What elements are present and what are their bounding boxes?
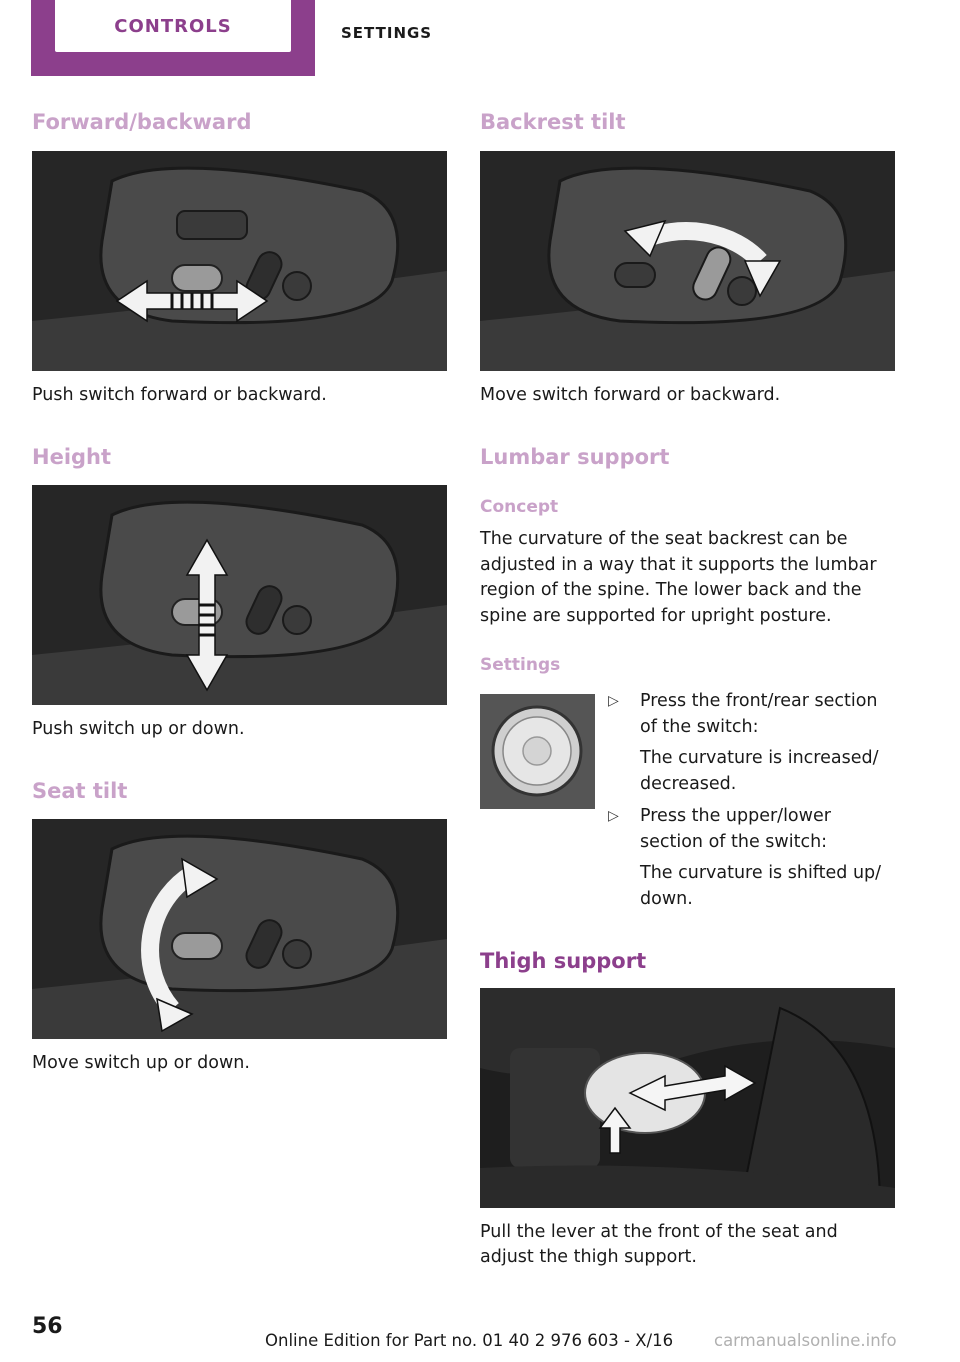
thigh-support-photo [480,988,895,1208]
concept-text: The curvature of the seat backrest can be adjusted in a way that it supports the lumbar region of the spine. The lower back and the spine are supported for upright posture. [480,529,877,626]
seat-switch-height-photo [32,485,447,705]
forward-backward-caption: Push switch forward or backward. [32,385,327,405]
settings-heading: Settings [480,655,561,675]
watermark: carmanualsonline.info [714,1331,897,1350]
bullet-triangle-icon: ▷ [608,808,619,824]
list-item-subtext: The curvature is increased/ decreased. [640,748,879,794]
seat-tilt-caption: Move switch up or down. [32,1053,250,1073]
page-number: 56 [32,1314,63,1339]
backrest-tilt-caption: Move switch forward or backward. [480,385,781,405]
seat-tilt-heading: Seat tilt [32,779,128,803]
list-item-subtext: The curvature is shifted up/ down. [640,863,882,909]
thigh-support-caption: Pull the lever at the front of the seat and adjust the thigh support. [480,1222,838,1267]
list-item [608,804,898,912]
backrest-tilt-heading: Backrest tilt [480,110,626,134]
height-caption: Push switch up or down. [32,719,245,739]
section-tab [31,0,315,76]
seat-switch-forward-backward-photo [32,151,447,371]
concept-heading: Concept [480,497,559,517]
lumbar-support-heading: Lumbar support [480,445,670,469]
list-item [608,689,898,797]
list-item-text: Press the upper/lower section of the switch: [640,806,831,852]
subsection-tab-label: SETTINGS [341,24,433,42]
bullet-triangle-icon: ▷ [608,693,619,709]
lumbar-switch-photo [480,694,595,809]
forward-backward-heading: Forward/backward [32,110,252,134]
seat-switch-tilt-photo [32,819,447,1039]
lumbar-settings-list [608,689,898,919]
section-tab-label: CONTROLS [55,0,291,52]
seat-switch-backrest-photo [480,151,895,371]
thigh-support-heading: Thigh support [480,949,647,973]
list-item-text: Press the front/rear section of the switch: [640,691,878,737]
edition-footer: Online Edition for Part no. 01 40 2 976 603 - X/16 [265,1331,674,1350]
height-heading: Height [32,445,112,469]
